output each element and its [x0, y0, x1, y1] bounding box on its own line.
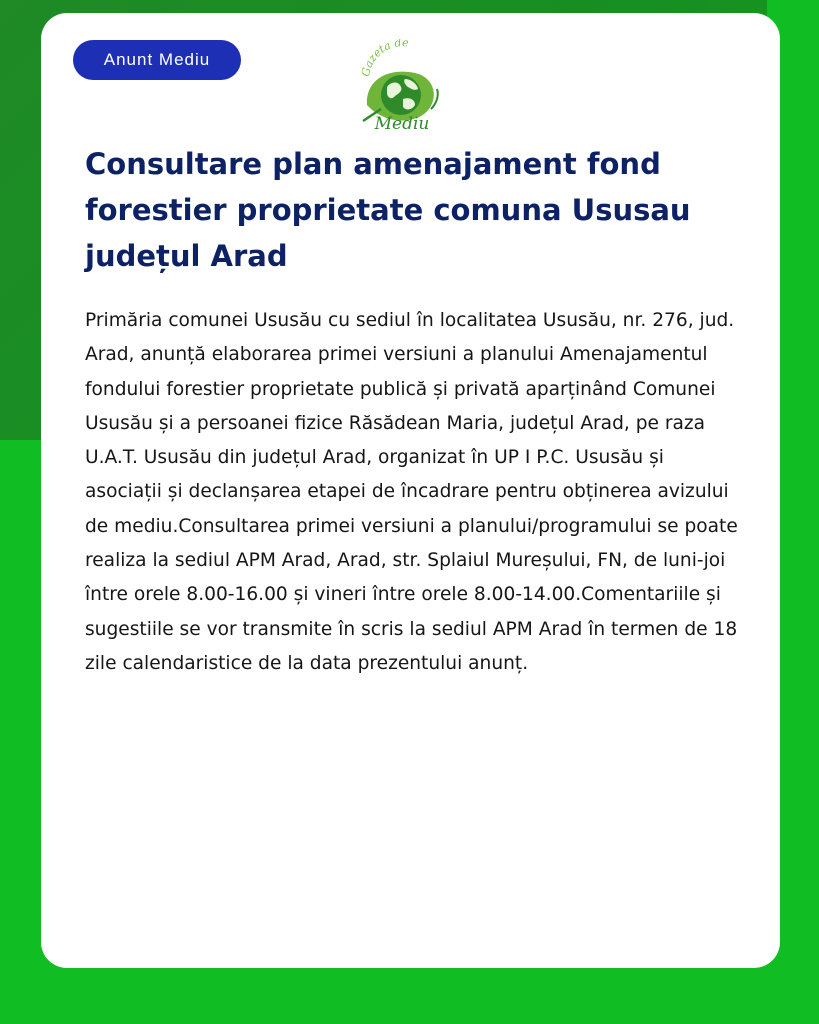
announcement-card	[41, 13, 780, 968]
article-title: Consultare plan amenajament fond forestier proprietate comuna Ususau județul Arad	[85, 147, 691, 273]
globe-leaf-icon	[357, 39, 447, 133]
logo-bottom-text: Mediu	[374, 114, 430, 133]
logo-top-text: Gazeta de	[358, 39, 410, 78]
gazeta-de-mediu-logo	[357, 39, 447, 133]
article-body: Primăria comunei Ususău cu sediul în localitatea Ususău, nr. 276, jud. Arad, anunță elaborarea primei versiuni a planului Amenajamentul fondului forestier proprietate publică și privată aparținând Comunei Ususău și a persoanei fizice Răsădean Maria, județul Arad, pe raza U.A.T. Ususău din județul Arad, organizat în UP I P.C. Ususău și asociații și declanșarea etapei de încadrare pentru obținerea avizului de mediu.Consultarea primei versiuni a planului/programului se poate realiza la sediul APM Arad, Arad, str. Splaiul Mureșului, FN, de luni-joi între orele 8.00-16.00 și vineri între orele 8.00-14.00.Comentariile și sugestiile se vor transmite în scris la sediul APM Arad în termen de 18 zile calendaristice de la data prezentului anunț.	[85, 310, 738, 674]
category-badge[interactable]: Anunt Mediu	[73, 40, 241, 80]
